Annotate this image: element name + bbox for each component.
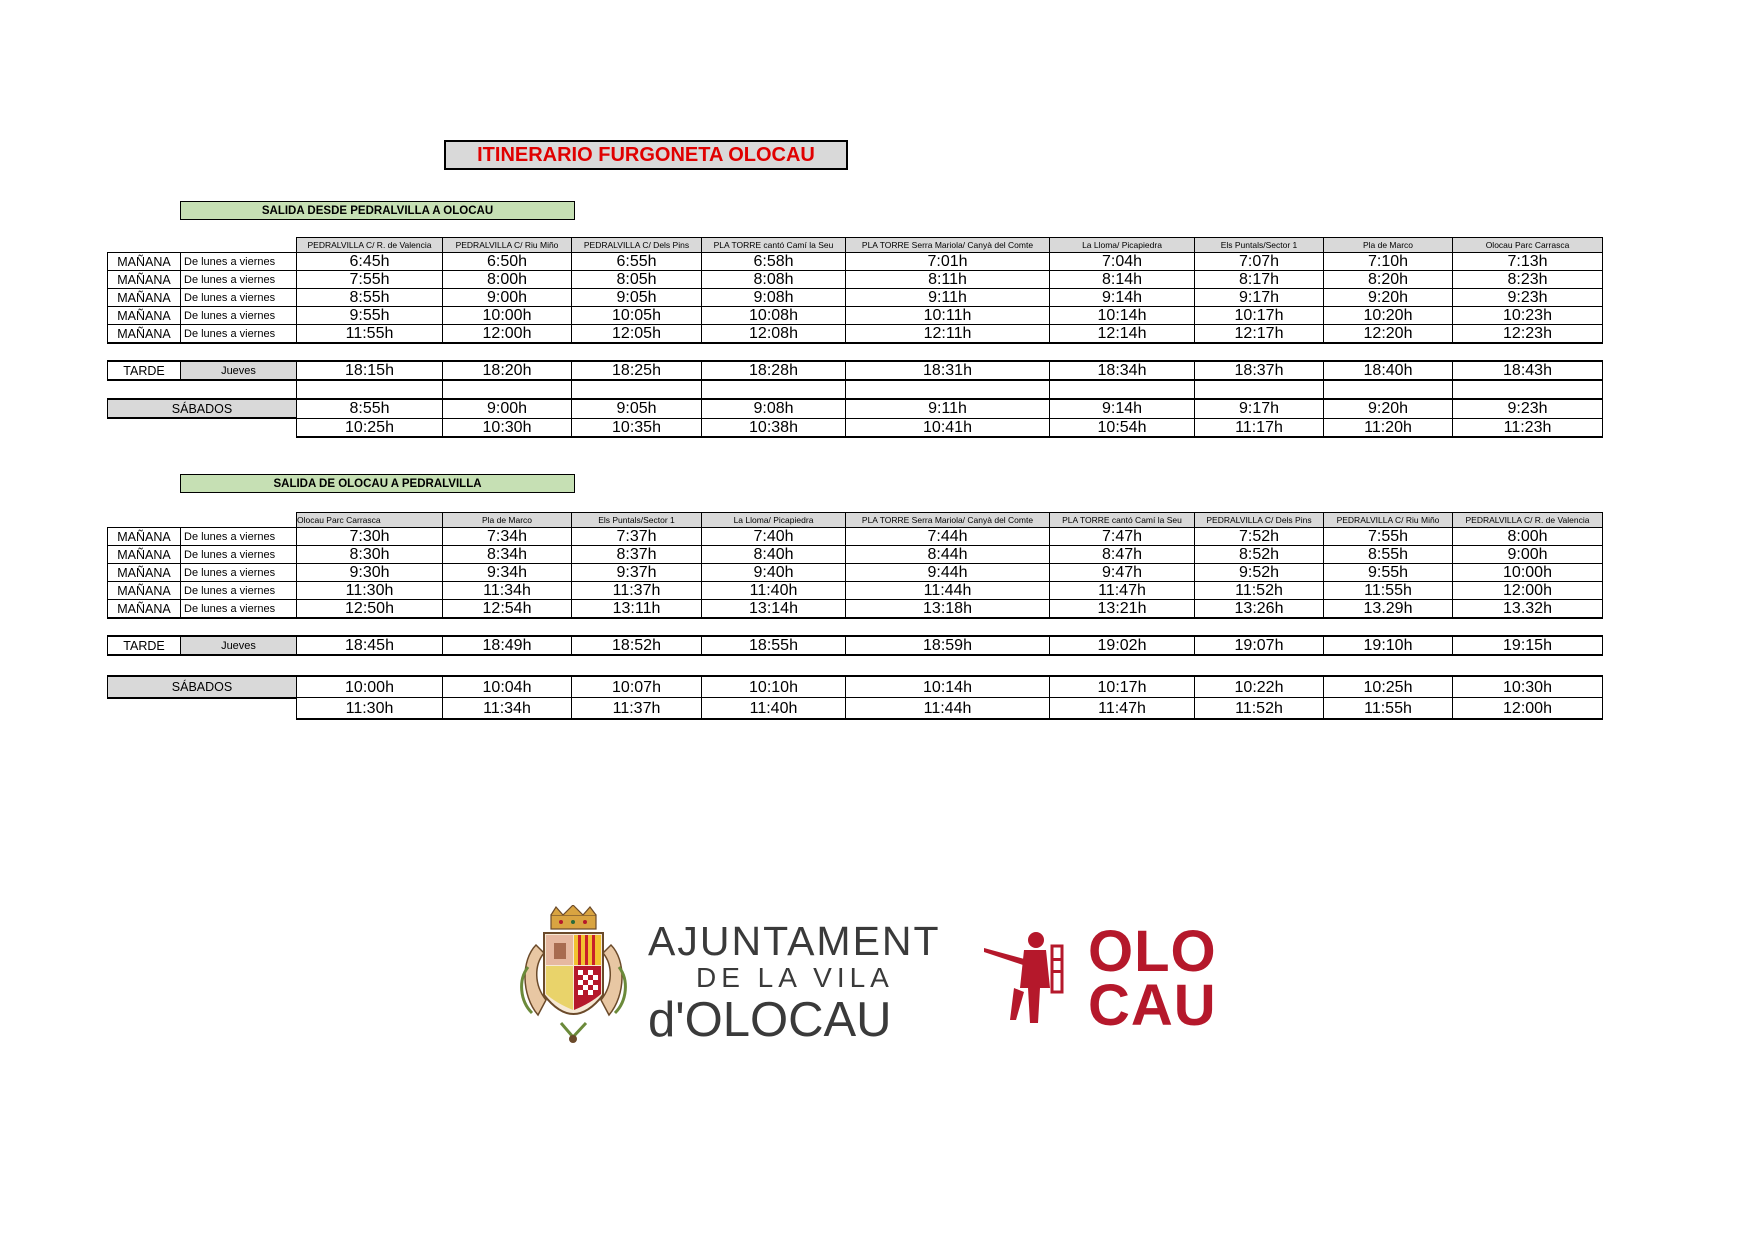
stop-header: PEDRALVILLA C/ R. de Valencia <box>1453 513 1603 528</box>
time-cell: 10:23h <box>1453 307 1603 325</box>
time-cell: 9:23h <box>1453 289 1603 307</box>
days-label: De lunes a viernes <box>181 546 297 564</box>
time-cell: 18:43h <box>1453 361 1603 380</box>
time-cell: 10:25h <box>1324 676 1453 698</box>
time-cell: 18:25h <box>572 361 702 380</box>
time-cell: 8:00h <box>443 271 572 289</box>
olocau-brand-wordmark <box>1088 919 1238 1038</box>
time-cell: 19:07h <box>1195 636 1324 655</box>
time-cell: 7:55h <box>1324 528 1453 546</box>
stop-header: La Lloma/ Picapiedra <box>1050 238 1195 253</box>
time-cell: 11:30h <box>297 698 443 720</box>
time-cell: 10:00h <box>1453 564 1603 582</box>
days-label: De lunes a viernes <box>181 307 297 325</box>
time-cell: 10:25h <box>297 418 443 437</box>
time-cell: 11:30h <box>297 582 443 600</box>
time-cell: 11:55h <box>297 325 443 344</box>
time-cell: 9:08h <box>702 289 846 307</box>
stop-header: Pla de Marco <box>1324 238 1453 253</box>
table-row <box>108 546 1603 564</box>
time-cell: 8:52h <box>1195 546 1324 564</box>
time-cell: 10:14h <box>1050 307 1195 325</box>
period-label: MAÑANA <box>108 546 181 564</box>
time-cell: 9:00h <box>443 399 572 418</box>
period-label: MAÑANA <box>108 289 181 307</box>
time-cell: 9:52h <box>1195 564 1324 582</box>
spacer-row <box>108 380 1603 399</box>
stop-header: PLA TORRE cantó Camí la Seu <box>702 238 846 253</box>
time-cell: 11:47h <box>1050 582 1195 600</box>
time-cell: 7:55h <box>297 271 443 289</box>
time-cell: 13.29h <box>1324 600 1453 619</box>
time-cell: 8:44h <box>846 546 1050 564</box>
time-cell: 12:11h <box>846 325 1050 344</box>
schedule-table-outbound <box>107 237 1603 438</box>
time-cell: 10:08h <box>702 307 846 325</box>
time-cell: 6:50h <box>443 253 572 271</box>
stop-header: PLA TORRE cantó Camí la Seu <box>1050 513 1195 528</box>
time-cell: 13:26h <box>1195 600 1324 619</box>
table-row <box>108 564 1603 582</box>
time-cell: 18:49h <box>443 636 572 655</box>
time-cell: 9:55h <box>1324 564 1453 582</box>
time-cell: 8:37h <box>572 546 702 564</box>
section-heading-outbound: SALIDA DESDE PEDRALVILLA A OLOCAU <box>180 201 575 220</box>
time-cell: 18:34h <box>1050 361 1195 380</box>
stop-header: PEDRALVILLA C/ Riu Miño <box>1324 513 1453 528</box>
time-cell: 11:52h <box>1195 582 1324 600</box>
time-cell: 9:11h <box>846 289 1050 307</box>
table-row <box>108 271 1603 289</box>
time-cell: 9:05h <box>572 399 702 418</box>
period-label: MAÑANA <box>108 253 181 271</box>
time-cell: 18:55h <box>702 636 846 655</box>
time-cell: 10:04h <box>443 676 572 698</box>
ajuntament-wordmark <box>648 918 941 1047</box>
time-cell: 12:00h <box>443 325 572 344</box>
ajuntament-line1: AJUNTAMENT <box>648 918 941 964</box>
time-cell: 8:30h <box>297 546 443 564</box>
days-label: Jueves <box>181 361 297 380</box>
period-label: MAÑANA <box>108 528 181 546</box>
time-cell: 8:40h <box>702 546 846 564</box>
time-cell: 9:14h <box>1050 399 1195 418</box>
time-cell: 10:22h <box>1195 676 1324 698</box>
time-cell: 9:00h <box>443 289 572 307</box>
ajuntament-line3: d'OLOCAU <box>648 993 892 1047</box>
time-cell: 11:47h <box>1050 698 1195 720</box>
table-row <box>108 253 1603 271</box>
time-cell: 9:08h <box>702 399 846 418</box>
time-cell: 9:47h <box>1050 564 1195 582</box>
time-cell: 11:40h <box>702 698 846 720</box>
time-cell: 18:31h <box>846 361 1050 380</box>
table-row <box>108 528 1603 546</box>
time-cell: 11:37h <box>572 698 702 720</box>
time-cell: 9:55h <box>297 307 443 325</box>
time-cell: 11:44h <box>846 582 1050 600</box>
time-cell: 11:37h <box>572 582 702 600</box>
time-cell: 11:17h <box>1195 418 1324 437</box>
time-cell: 10:35h <box>572 418 702 437</box>
time-cell: 10:17h <box>1195 307 1324 325</box>
time-cell: 11:44h <box>846 698 1050 720</box>
time-cell: 12:20h <box>1324 325 1453 344</box>
time-cell: 11:23h <box>1453 418 1603 437</box>
time-cell: 18:20h <box>443 361 572 380</box>
time-cell: 18:59h <box>846 636 1050 655</box>
time-cell: 11:52h <box>1195 698 1324 720</box>
time-cell: 12:23h <box>1453 325 1603 344</box>
time-cell: 11:55h <box>1324 582 1453 600</box>
stop-header: La Lloma/ Picapiedra <box>702 513 846 528</box>
brand-line1: OLO <box>1088 919 1217 984</box>
time-cell: 6:55h <box>572 253 702 271</box>
time-cell: 18:40h <box>1324 361 1453 380</box>
time-cell: 13:21h <box>1050 600 1195 619</box>
ajuntament-line2: DE LA VILA <box>696 962 894 993</box>
days-label: Jueves <box>181 636 297 655</box>
table-row-saturday <box>108 698 1603 720</box>
time-cell: 9:20h <box>1324 289 1453 307</box>
time-cell: 12:05h <box>572 325 702 344</box>
stops-header-row <box>108 238 1603 253</box>
time-cell: 7:37h <box>572 528 702 546</box>
time-cell: 10:38h <box>702 418 846 437</box>
time-cell: 9:23h <box>1453 399 1603 418</box>
time-cell: 9:34h <box>443 564 572 582</box>
time-cell: 11:40h <box>702 582 846 600</box>
saturday-label: SÁBADOS <box>108 676 297 698</box>
time-cell: 8:20h <box>1324 271 1453 289</box>
time-cell: 10:30h <box>1453 676 1603 698</box>
time-cell: 7:40h <box>702 528 846 546</box>
table-row-saturday <box>108 676 1603 698</box>
time-cell: 7:34h <box>443 528 572 546</box>
stops-header-row <box>108 513 1603 528</box>
time-cell: 12:08h <box>702 325 846 344</box>
page-title: ITINERARIO FURGONETA OLOCAU <box>444 140 848 170</box>
time-cell: 12:17h <box>1195 325 1324 344</box>
section-heading-return: SALIDA DE OLOCAU A PEDRALVILLA <box>180 474 575 493</box>
time-cell: 10:30h <box>443 418 572 437</box>
time-cell: 18:15h <box>297 361 443 380</box>
stop-header: Olocau Parc Carrasca <box>297 513 443 528</box>
time-cell: 9:11h <box>846 399 1050 418</box>
time-cell: 10:54h <box>1050 418 1195 437</box>
period-label: MAÑANA <box>108 325 181 344</box>
time-cell: 11:34h <box>443 698 572 720</box>
table-row <box>108 289 1603 307</box>
time-cell: 9:40h <box>702 564 846 582</box>
time-cell: 10:10h <box>702 676 846 698</box>
time-cell: 9:44h <box>846 564 1050 582</box>
time-cell: 7:07h <box>1195 253 1324 271</box>
stop-header: Olocau Parc Carrasca <box>1453 238 1603 253</box>
time-cell: 9:17h <box>1195 399 1324 418</box>
time-cell: 19:02h <box>1050 636 1195 655</box>
days-label: De lunes a viernes <box>181 528 297 546</box>
table-row <box>108 307 1603 325</box>
stop-header: PLA TORRE Serra Mariola/ Canyà del Comte <box>846 238 1050 253</box>
time-cell: 13:14h <box>702 600 846 619</box>
time-cell: 7:47h <box>1050 528 1195 546</box>
time-cell: 11:55h <box>1324 698 1453 720</box>
period-label: MAÑANA <box>108 271 181 289</box>
time-cell: 10:17h <box>1050 676 1195 698</box>
time-cell: 7:10h <box>1324 253 1453 271</box>
table-row <box>108 600 1603 619</box>
time-cell: 8:17h <box>1195 271 1324 289</box>
brand-line2: CAU <box>1088 973 1217 1038</box>
time-cell: 10:41h <box>846 418 1050 437</box>
time-cell: 11:20h <box>1324 418 1453 437</box>
time-cell: 19:10h <box>1324 636 1453 655</box>
time-cell: 18:45h <box>297 636 443 655</box>
time-cell: 9:05h <box>572 289 702 307</box>
time-cell: 8:11h <box>846 271 1050 289</box>
time-cell: 8:55h <box>1324 546 1453 564</box>
time-cell: 10:00h <box>297 676 443 698</box>
time-cell: 18:37h <box>1195 361 1324 380</box>
time-cell: 8:23h <box>1453 271 1603 289</box>
days-label: De lunes a viernes <box>181 325 297 344</box>
period-label: MAÑANA <box>108 564 181 582</box>
time-cell: 8:14h <box>1050 271 1195 289</box>
table-row-saturday <box>108 399 1603 418</box>
time-cell: 12:54h <box>443 600 572 619</box>
period-label: TARDE <box>108 636 181 655</box>
time-cell: 10:05h <box>572 307 702 325</box>
time-cell: 9:30h <box>297 564 443 582</box>
time-cell: 10:07h <box>572 676 702 698</box>
time-cell: 6:58h <box>702 253 846 271</box>
time-cell: 12:00h <box>1453 698 1603 720</box>
days-label: De lunes a viernes <box>181 582 297 600</box>
time-cell: 8:00h <box>1453 528 1603 546</box>
figure-logo-icon <box>984 928 1076 1028</box>
time-cell: 6:45h <box>297 253 443 271</box>
time-cell: 9:00h <box>1453 546 1603 564</box>
time-cell: 10:14h <box>846 676 1050 698</box>
stop-header: Pla de Marco <box>443 513 572 528</box>
period-label: MAÑANA <box>108 600 181 619</box>
time-cell: 8:05h <box>572 271 702 289</box>
saturday-label: SÁBADOS <box>108 399 297 418</box>
stop-header: Els Puntals/Sector 1 <box>1195 238 1324 253</box>
time-cell: 9:20h <box>1324 399 1453 418</box>
coat-of-arms-logo <box>516 905 631 1045</box>
time-cell: 13:18h <box>846 600 1050 619</box>
time-cell: 18:52h <box>572 636 702 655</box>
time-cell: 9:14h <box>1050 289 1195 307</box>
time-cell: 9:37h <box>572 564 702 582</box>
days-label: De lunes a viernes <box>181 564 297 582</box>
time-cell: 12:00h <box>1453 582 1603 600</box>
stop-header: PLA TORRE Serra Mariola/ Canyà del Comte <box>846 513 1050 528</box>
time-cell: 7:01h <box>846 253 1050 271</box>
days-label: De lunes a viernes <box>181 271 297 289</box>
time-cell: 8:08h <box>702 271 846 289</box>
time-cell: 7:30h <box>297 528 443 546</box>
stop-header: PEDRALVILLA C/ Riu Miño <box>443 238 572 253</box>
table-row-afternoon <box>108 636 1603 655</box>
time-cell: 12:50h <box>297 600 443 619</box>
time-cell: 10:20h <box>1324 307 1453 325</box>
days-label: De lunes a viernes <box>181 289 297 307</box>
time-cell: 10:11h <box>846 307 1050 325</box>
table-row-afternoon <box>108 361 1603 380</box>
time-cell: 7:52h <box>1195 528 1324 546</box>
time-cell: 8:55h <box>297 289 443 307</box>
stop-header: Els Puntals/Sector 1 <box>572 513 702 528</box>
time-cell: 13.32h <box>1453 600 1603 619</box>
time-cell: 8:55h <box>297 399 443 418</box>
time-cell: 13:11h <box>572 600 702 619</box>
time-cell: 8:47h <box>1050 546 1195 564</box>
table-row-saturday <box>108 418 1603 437</box>
table-row <box>108 325 1603 344</box>
time-cell: 19:15h <box>1453 636 1603 655</box>
time-cell: 12:14h <box>1050 325 1195 344</box>
time-cell: 7:13h <box>1453 253 1603 271</box>
days-label: De lunes a viernes <box>181 600 297 619</box>
days-label: De lunes a viernes <box>181 253 297 271</box>
period-label: MAÑANA <box>108 582 181 600</box>
time-cell: 8:34h <box>443 546 572 564</box>
time-cell: 10:00h <box>443 307 572 325</box>
stop-header: PEDRALVILLA C/ R. de Valencia <box>297 238 443 253</box>
time-cell: 7:04h <box>1050 253 1195 271</box>
period-label: TARDE <box>108 361 181 380</box>
schedule-table-return <box>107 512 1603 720</box>
time-cell: 18:28h <box>702 361 846 380</box>
time-cell: 7:44h <box>846 528 1050 546</box>
table-row <box>108 582 1603 600</box>
period-label: MAÑANA <box>108 307 181 325</box>
time-cell: 11:34h <box>443 582 572 600</box>
stop-header: PEDRALVILLA C/ Dels Pins <box>1195 513 1324 528</box>
stop-header: PEDRALVILLA C/ Dels Pins <box>572 238 702 253</box>
time-cell: 9:17h <box>1195 289 1324 307</box>
